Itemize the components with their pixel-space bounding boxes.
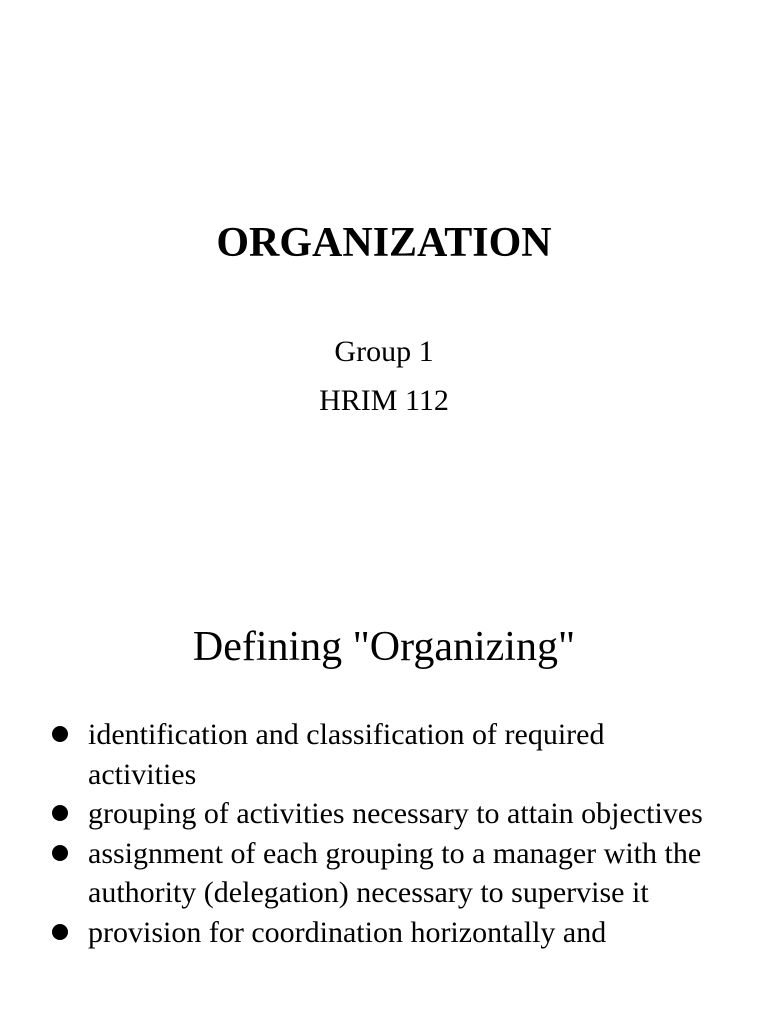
bullet-list: [0, 715, 768, 952]
subtitle-group: Group 1: [334, 335, 434, 368]
list-item: [0, 794, 768, 834]
list-item: [0, 913, 768, 953]
bullet-icon: [52, 805, 68, 821]
bullet-text: grouping of activities necessary to attain objectives: [88, 797, 703, 830]
bullet-text: provision for coordination horizontally and: [88, 915, 607, 949]
subtitle-course: HRIM 112: [319, 384, 449, 417]
list-item: [0, 834, 768, 913]
bullet-text: identification and classification of required activities: [88, 718, 605, 791]
bullet-text: assignment of each grouping to a manager with the authority (delegation) necessary to supervise it: [88, 836, 702, 909]
bullet-icon: [52, 726, 68, 742]
slide-title: ORGANIZATION: [216, 220, 552, 266]
section-heading: Defining "Organizing": [192, 624, 576, 670]
bullet-icon: [52, 924, 68, 940]
list-item: [0, 715, 768, 794]
bullet-icon: [52, 845, 68, 861]
